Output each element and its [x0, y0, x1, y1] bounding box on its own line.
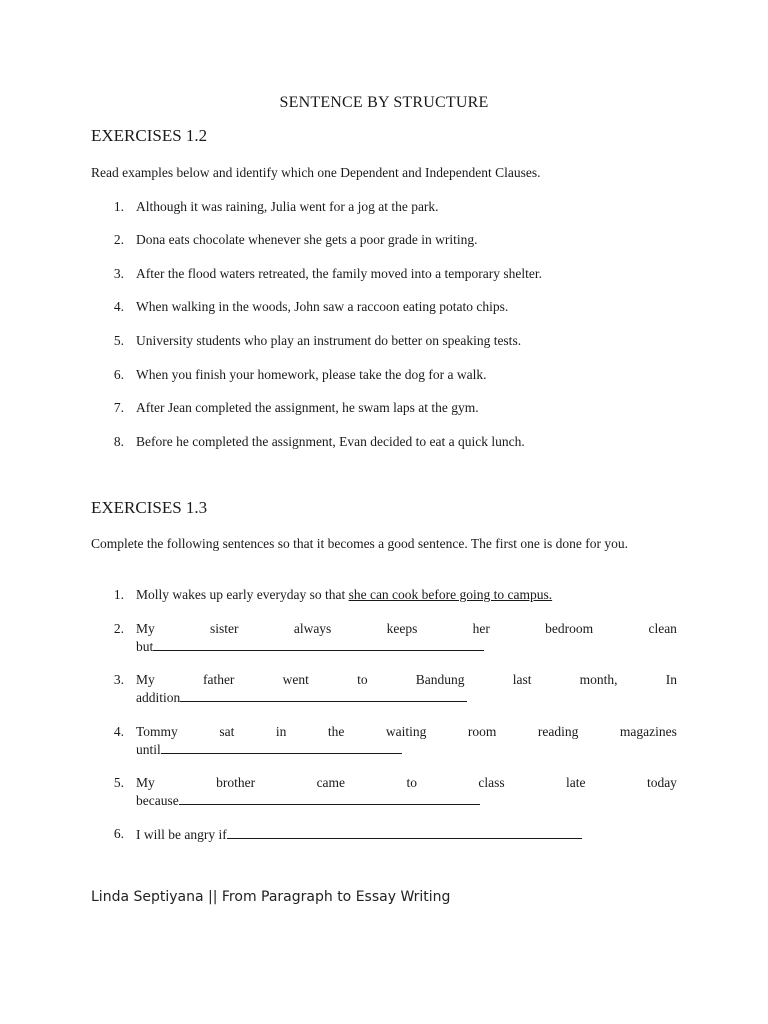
item-number: 2.: [113, 232, 124, 247]
word: sister: [210, 621, 239, 636]
item-number: 6.: [113, 367, 124, 382]
word: magazines: [619, 724, 677, 739]
word: to: [357, 672, 368, 687]
item-text: When walking in the woods, John saw a raccoon eating potato chips.: [136, 299, 509, 314]
item-number: 1.: [113, 199, 124, 214]
item-number: 4.: [113, 299, 124, 314]
word: room: [467, 724, 497, 739]
word: clean: [648, 621, 677, 636]
word: until: [136, 742, 161, 757]
word: father: [202, 672, 235, 687]
word: waiting: [385, 724, 427, 739]
item-number: 5.: [113, 775, 124, 790]
word: in: [275, 724, 287, 739]
word: My: [136, 621, 155, 636]
item-number: 3.: [113, 266, 124, 281]
word: keeps: [386, 621, 418, 636]
page-footer: Linda Septiyana || From Paragraph to Essay Writing: [91, 889, 451, 905]
item-number: 2.: [113, 621, 124, 636]
item-number: 3.: [113, 672, 124, 687]
item-text: After the flood waters retreated, the family moved into a temporary shelter.: [136, 266, 542, 281]
item-text: University students who play an instrument do better on speaking tests.: [136, 333, 522, 348]
item-number: 5.: [113, 333, 124, 348]
answer-blank[interactable]: [179, 791, 480, 805]
word: My: [136, 775, 155, 790]
justified-line: [136, 671, 677, 688]
answer-blank[interactable]: [161, 740, 402, 754]
item-text: [136, 671, 677, 706]
item-text: Although it was raining, Julia went for a jog at the park.: [136, 199, 439, 214]
answer-line: [136, 791, 677, 809]
answer-line: [136, 637, 677, 655]
item-text: [136, 774, 677, 809]
item-number: 1.: [113, 587, 124, 602]
word: class: [478, 775, 505, 790]
exercise-1-2-heading: EXERCISES 1.2: [91, 126, 208, 145]
word: brother: [216, 775, 256, 790]
item-text: [136, 586, 677, 603]
answer-blank[interactable]: [153, 637, 484, 651]
word: the: [327, 724, 345, 739]
exercise-1-2-instruction: Read examples below and identify which one Dependent and Independent Clauses.: [91, 165, 541, 180]
word: reading: [537, 724, 579, 739]
word: bedroom: [545, 621, 594, 636]
item-text: [136, 620, 677, 655]
word: Bandung: [415, 672, 465, 687]
exercise-1-3-instruction: Complete the following sentences so that it becomes a good sentence. The first one is done for you.: [91, 536, 628, 551]
item-prompt: Molly wakes up early everyday so that: [136, 587, 349, 602]
item-text: When you finish your homework, please take the dog for a walk.: [136, 367, 487, 382]
item-text: Dona eats chocolate whenever she gets a poor grade in writing.: [136, 232, 478, 247]
word: came: [316, 775, 346, 790]
word: her: [472, 621, 490, 636]
justified-line: [136, 723, 677, 740]
word: late: [566, 775, 586, 790]
item-number: 4.: [113, 724, 124, 739]
item-prompt: I will be angry if: [136, 827, 227, 842]
answer-blank[interactable]: [227, 825, 582, 839]
word: but: [136, 639, 154, 654]
item-text: Before he completed the assignment, Evan decided to eat a quick lunch.: [136, 434, 525, 449]
item-text: [136, 723, 677, 758]
example-answer: she can cook before going to campus.: [348, 587, 553, 602]
item-text: After Jean completed the assignment, he swam laps at the gym.: [136, 400, 479, 415]
item-number: 8.: [113, 434, 124, 449]
item-text: [136, 825, 677, 843]
justified-line: [136, 620, 677, 637]
word: My: [136, 672, 155, 687]
answer-line: [136, 688, 677, 706]
word: to: [406, 775, 417, 790]
word: Tommy: [136, 724, 178, 739]
word: sat: [219, 724, 235, 739]
word: last: [512, 672, 532, 687]
item-number: 7.: [113, 400, 124, 415]
word: always: [293, 621, 332, 636]
justified-line: [136, 774, 677, 791]
item-number: 6.: [113, 826, 124, 841]
word: addition: [136, 690, 181, 705]
exercise-1-3-heading: EXERCISES 1.3: [91, 498, 208, 517]
page-title: SENTENCE BY STRUCTURE: [279, 94, 489, 111]
word: because: [136, 793, 179, 808]
word: In: [665, 672, 677, 687]
word: went: [282, 672, 309, 687]
word: month,: [579, 672, 618, 687]
word: today: [646, 775, 677, 790]
answer-line: [136, 740, 677, 758]
answer-blank[interactable]: [180, 688, 467, 702]
